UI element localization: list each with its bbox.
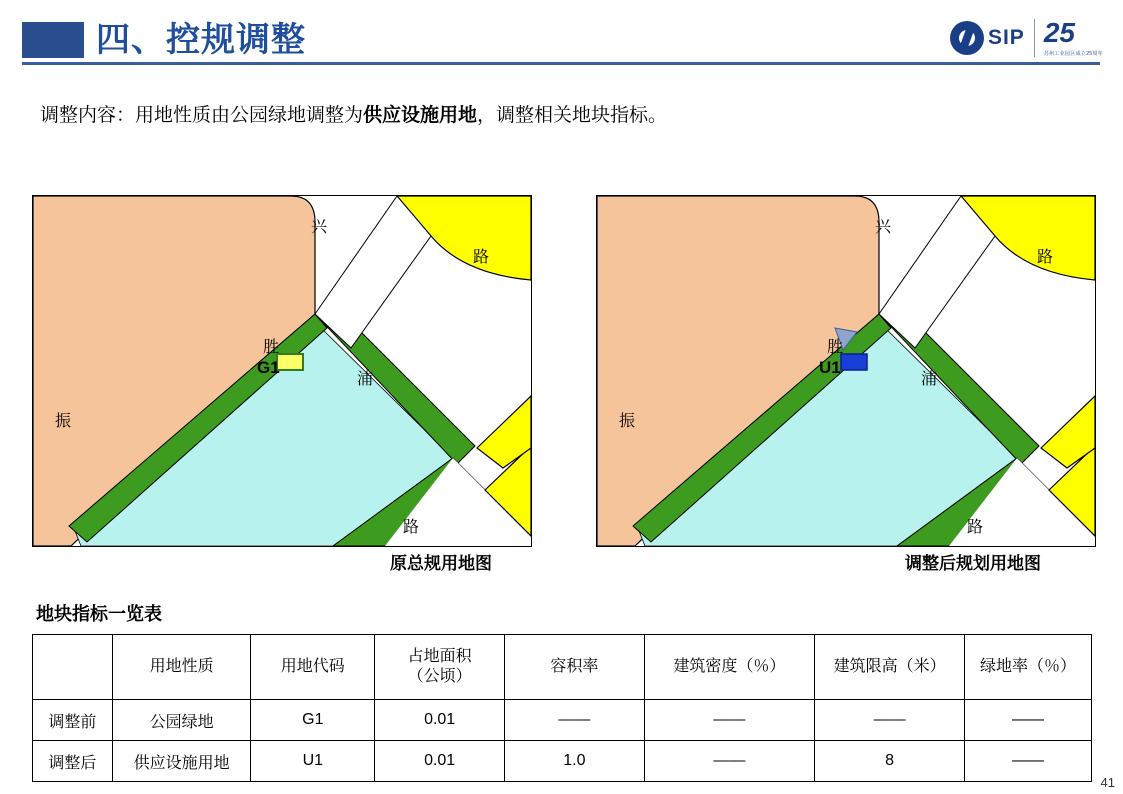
- header-area-line1: 占地面积: [407, 648, 472, 665]
- map-left-label-lu-top: 路: [473, 249, 490, 266]
- map-left-label-pu: 浦: [357, 371, 374, 388]
- intro-prefix: 调整内容：用地性质由公园绿地调整为: [40, 105, 364, 126]
- map-before-caption: 原总规用地图: [390, 554, 492, 573]
- table-body: [33, 700, 1092, 782]
- map-before-adjustment: [32, 195, 532, 547]
- header-cell-use-nature: 用地性质: [112, 635, 251, 700]
- intro-suffix: ，调整相关地块指标。: [477, 105, 668, 126]
- anniversary-subtitle: 苏州工业园区成立25周年: [1043, 51, 1103, 57]
- header-cell-height: 建筑限高（米）: [815, 635, 965, 700]
- cell-area-before: 0.01: [375, 700, 505, 741]
- header-cell-empty: [33, 635, 113, 700]
- intro-emphasis: 供应设施用地: [363, 105, 478, 126]
- table-title: 地块指标一览表: [36, 604, 162, 624]
- page-number: 41: [1100, 775, 1115, 790]
- map-right-label-lu-bottom: 路: [967, 519, 984, 536]
- page-header: [0, 0, 1123, 80]
- table-header-row: [33, 635, 1092, 700]
- map-right-label-zhen: 振: [619, 413, 636, 430]
- anniversary-number: 25: [1043, 17, 1075, 48]
- cell-green-before: ——: [964, 700, 1091, 741]
- sip-logo-mark-icon: [950, 21, 984, 55]
- cell-far-after: 1.0: [505, 741, 644, 782]
- map-after-caption: 调整后规划用地图: [905, 554, 1041, 573]
- header-area-line2: （公顷）: [407, 668, 472, 685]
- map-before-graphic: [33, 196, 531, 546]
- cell-use-code-after: U1: [251, 741, 375, 782]
- map-left-label-lu-bottom: 路: [403, 519, 420, 536]
- header-cell-use-code: 用地代码: [251, 635, 375, 700]
- cell-height-after: 8: [815, 741, 965, 782]
- row-label-before: 调整前: [33, 700, 113, 741]
- table-row: [33, 700, 1092, 741]
- cell-density-before: ——: [644, 700, 815, 741]
- map-left-parcel-code: G1: [257, 358, 280, 377]
- map-right-label-xing: 兴: [875, 219, 892, 236]
- cell-use-code-before: G1: [251, 700, 375, 741]
- cell-use-nature-after: 供应设施用地: [112, 741, 251, 782]
- map-right-label-pu: 浦: [921, 371, 938, 388]
- header-cell-green-ratio: 绿地率（％）: [964, 635, 1091, 700]
- map-right-label-lu-top: 路: [1037, 249, 1054, 266]
- indicators-table: [32, 634, 1092, 782]
- map-left-label-sheng: 胜: [263, 339, 280, 356]
- cell-far-before: ——: [505, 700, 644, 741]
- logo-divider: [1034, 19, 1035, 57]
- row-label-after: 调整后: [33, 741, 113, 782]
- cell-green-after: ——: [964, 741, 1091, 782]
- cell-area-after: 0.01: [375, 741, 505, 782]
- sip-logo-text: SIP: [987, 26, 1025, 49]
- map-left-label-zhen: 振: [55, 413, 72, 430]
- map-left-label-xing: 兴: [311, 219, 328, 236]
- table-row: [33, 741, 1092, 782]
- header-cell-density: 建筑密度（％）: [644, 635, 815, 700]
- page-title: 四、控规调整: [96, 21, 306, 59]
- header-decor-block: [22, 22, 84, 58]
- adjustment-description: [40, 100, 667, 127]
- map-after-adjustment: [596, 195, 1096, 547]
- map-after-graphic: [597, 196, 1095, 546]
- header-cell-far: 容积率: [505, 635, 644, 700]
- map-right-parcel-code: U1: [819, 358, 841, 377]
- cell-height-before: ——: [815, 700, 965, 741]
- header-cell-area: [375, 635, 505, 700]
- cell-use-nature-before: 公园绿地: [112, 700, 251, 741]
- table-head: [33, 635, 1092, 700]
- sip-logo: [950, 14, 1103, 62]
- header-rule: [22, 62, 1100, 65]
- cell-density-after: ——: [644, 741, 815, 782]
- map-right-label-sheng: 胜: [827, 339, 844, 356]
- anniversary-mark: [1044, 19, 1103, 57]
